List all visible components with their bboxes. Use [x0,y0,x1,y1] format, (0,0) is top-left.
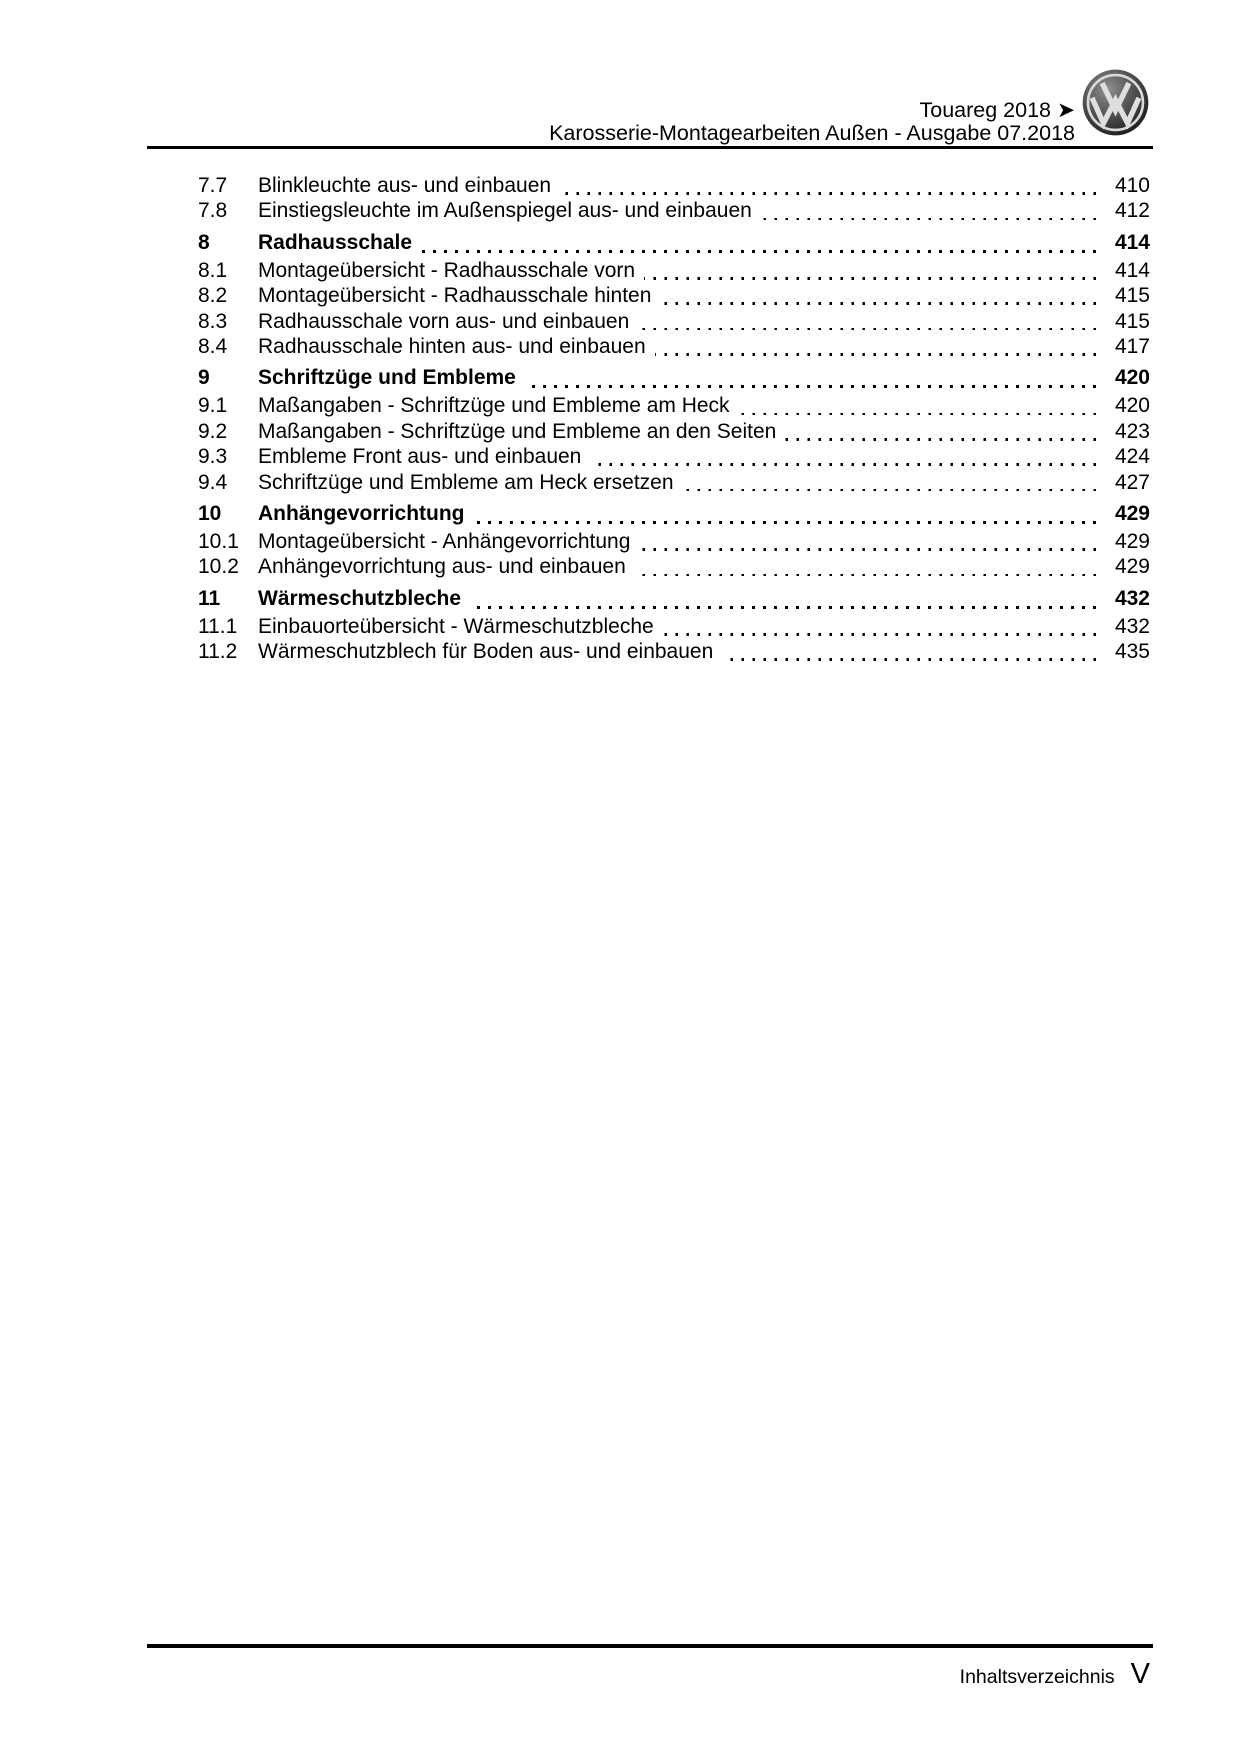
toc-entry-number: 11 [198,586,221,610]
toc-entry-title: Blinkleuchte aus- und einbauen [258,174,552,197]
dot-leader [421,250,1096,253]
toc-entry-number: 9.4 [198,470,228,494]
toc-entry-title: Maßangaben - Schriftzüge und Embleme am Heck [258,394,730,418]
footer-section-label: Inhaltsverzeichnis [959,1666,1115,1688]
footer-divider [147,1644,1153,1648]
toc-entry [198,615,1150,640]
toc-entry-title: Einbauorteübersicht - Wärmeschutzbleche [258,614,654,638]
toc-entry-number: 8.2 [198,284,228,308]
toc-entry [198,445,1150,470]
header-title-line: Karosserie-Montagearbeiten Außen - Ausgabe 07.2018 [549,121,1075,145]
dot-leader [560,192,1096,195]
dot-leader [644,277,1096,280]
dot-leader [739,413,1096,416]
toc-entry-title: Schriftzüge und Embleme am Heck ersetzen [258,470,674,494]
toc-entry [198,174,1150,199]
toc-entry-number: 10.2 [198,555,239,579]
toc-entry-number: 7.7 [198,174,228,197]
toc-entry-page: 415 [1114,309,1150,333]
toc-entry-page: 427 [1114,470,1150,494]
toc-entry-title: Radhausschale hinten aus- und einbauen [258,334,646,358]
dot-leader [663,633,1096,636]
toc-entry-number: 9.1 [198,394,228,418]
toc-entry-title: Anhängevorrichtung [258,501,465,525]
toc-entry-title: Wärmeschutzblech für Boden aus- und einbauen [258,640,714,664]
toc-entry-number: 9.3 [198,445,228,469]
header-model-line: Touareg 2018 ➤ [919,98,1075,122]
dot-leader [722,658,1096,661]
dot-leader [655,353,1096,356]
toc-entry-page: 423 [1114,419,1150,443]
toc-entry-title: Maßangaben - Schriftzüge und Embleme an den Seiten [258,419,777,443]
dot-leader [761,218,1096,221]
dot-leader [660,302,1096,305]
table-of-contents [198,174,1150,665]
toc-entry-number: 9.2 [198,419,228,443]
toc-entry-page: 424 [1114,445,1150,469]
toc-entry-title: Montageübersicht - Anhängevorrichtung [258,529,631,553]
toc-entry-page: 429 [1114,555,1150,579]
toc-entry-title: Montageübersicht - Radhausschale hinten [258,284,652,308]
toc-entry-number: 9 [198,366,210,390]
dot-leader [683,489,1096,492]
header-divider [147,146,1153,149]
toc-entry-number: 11.1 [198,614,238,638]
toc-entry [198,640,1150,665]
page-footer [960,1658,1150,1691]
toc-entry-page: 432 [1114,614,1150,638]
toc-entry [198,530,1150,555]
toc-entry-page: 432 [1114,586,1150,610]
dot-leader [525,385,1096,388]
dot-leader [785,438,1096,441]
toc-entry [198,231,1150,258]
toc-entry [198,366,1150,393]
toc-entry [198,420,1150,445]
toc-entry-number: 8 [198,230,210,254]
toc-entry [198,471,1150,496]
toc-entry [198,199,1150,224]
toc-entry [198,259,1150,284]
dot-leader [635,574,1096,577]
toc-entry-title: Einstiegsleuchte im Außenspiegel aus- und einbauen [258,199,752,223]
toc-entry-title: Wärmeschutzbleche [258,586,462,610]
toc-entry-page: 429 [1114,501,1150,525]
toc-entry [198,587,1150,614]
dot-leader [639,548,1096,551]
toc-entry-number: 8.4 [198,334,228,358]
dot-leader [590,463,1096,466]
toc-entry [198,555,1150,580]
dot-leader [470,606,1096,609]
toc-entry [198,335,1150,360]
toc-entry-page: 417 [1114,334,1150,358]
toc-entry-page: 435 [1114,640,1150,664]
toc-entry-title: Embleme Front aus- und einbauen [258,445,582,469]
toc-entry-page: 420 [1114,366,1150,390]
page-header [549,99,1075,145]
toc-entry-title: Montageübersicht - Radhausschale vorn [258,258,636,282]
toc-entry-page: 415 [1114,284,1150,308]
dot-leader [638,328,1096,331]
toc-entry-number: 8.1 [198,258,228,282]
toc-entry [198,394,1150,419]
footer-page-number: V [1130,1658,1150,1690]
toc-entry-page: 414 [1114,258,1150,282]
toc-entry-number: 7.8 [198,199,228,223]
toc-entry-page: 420 [1114,394,1150,418]
vw-logo-icon [1082,69,1149,136]
toc-entry-number: 10 [198,501,222,525]
toc-entry [198,310,1150,335]
toc-entry-title: Radhausschale [258,230,413,254]
dot-leader [474,521,1096,524]
toc-entry-page: 414 [1114,230,1150,254]
toc-entry [198,284,1150,309]
toc-entry-title: Radhausschale vorn aus- und einbauen [258,309,630,333]
toc-entry-number: 11.2 [198,640,238,664]
toc-entry-page: 412 [1114,199,1150,223]
toc-entry-number: 8.3 [198,309,228,333]
toc-entry [198,502,1150,529]
toc-entry-title: Schriftzüge und Embleme [258,366,516,390]
toc-entry-page: 410 [1114,174,1150,197]
toc-entry-number: 10.1 [198,529,239,553]
toc-entry-page: 429 [1114,529,1150,553]
toc-entry-title: Anhängevorrichtung aus- und einbauen [258,555,626,579]
